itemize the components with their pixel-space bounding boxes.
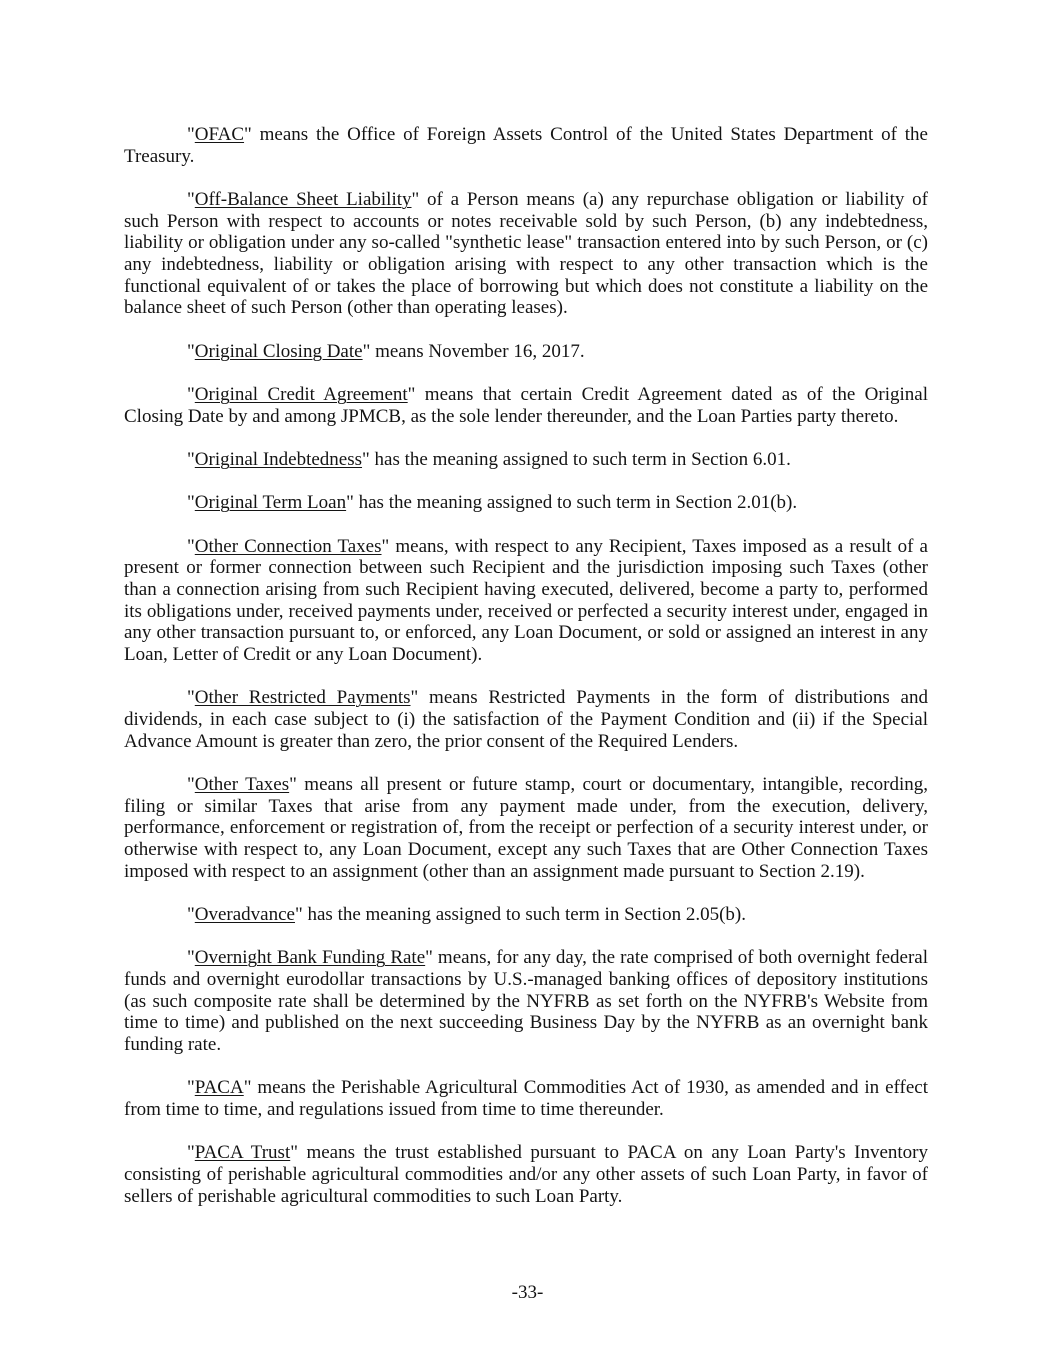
definition-original-credit-agreement	[124, 384, 928, 427]
definition-text: " has the meaning assigned to such term in Section 2.05(b).	[294, 904, 746, 926]
defined-term: Off-Balance Sheet Liability	[194, 189, 412, 210]
definitions-section	[124, 124, 928, 1229]
definition-original-term-loan	[124, 492, 928, 514]
open-quote: "	[187, 189, 195, 210]
definition-text: " means, with respect to any Recipient, Taxes imposed as a result of a present or former connection between such Recipient and the jurisdiction imposing such Taxes (other than a connection arising from such Recipient having executed, delivered, become a party to, performed its obligations under, received payments under, received or perfected a security interest under, engaged in any other transaction pursuant to, or enforced, any Loan Document, or sold or assigned an interest in any Loan, Letter of Credit or any Loan Document).	[124, 535, 928, 666]
definition-text: " means all present or future stamp, court or documentary, intangible, recording, filing or similar Taxes that arise from any payment made under, from the execution, delivery, performance, enforcement or registration of, from the receipt or perfection of a security interest under, or otherwise with respect to, any Loan Document, except any such Taxes that are Other Connection Taxes imposed with respect to an assignment (other than an assignment made pursuant to Section 2.19).	[124, 774, 928, 882]
definition-text: " has the meaning assigned to such term in Section 6.01.	[362, 449, 791, 471]
definition-off-balance-sheet-liability	[124, 189, 928, 319]
defined-term: Other Taxes	[194, 774, 290, 796]
definition-text: " means the Office of Foreign Assets Control of the United States Department of the Treasury.	[124, 124, 928, 167]
definition-original-closing-date	[124, 341, 928, 363]
defined-term: Overadvance	[194, 904, 295, 926]
defined-term: OFAC	[194, 124, 245, 145]
definition-paca	[124, 1077, 928, 1120]
open-quote: "	[187, 340, 195, 362]
open-quote: "	[187, 1077, 195, 1099]
open-quote: "	[187, 124, 195, 145]
defined-term: Other Restricted Payments	[194, 687, 411, 709]
open-quote: "	[187, 535, 195, 557]
defined-term: Original Credit Agreement	[194, 384, 408, 406]
definition-other-restricted-payments	[124, 687, 928, 752]
defined-term: Overnight Bank Funding Rate	[194, 947, 426, 969]
definition-text: " means the trust established pursuant to PACA on any Loan Party's Inventory consisting of perishable agricultural commodities and/or any other assets of such Loan Party, in favor of sellers of perishable agricultural commodities to such Loan Party.	[124, 1142, 929, 1207]
definition-text: " means November 16, 2017.	[362, 340, 585, 362]
definition-original-indebtedness	[124, 449, 928, 471]
definition-overadvance	[124, 904, 928, 926]
open-quote: "	[187, 1142, 195, 1164]
definition-text: " of a Person means (a) any repurchase obligation or liability of such Person with respect to accounts or notes receivable sold by such Person, (b) any indebtedness, liability or obligation under any so-called "synthetic lease" transaction entered into by such Person, or (c) any indebtedness, liability or obligation arising with respect to any other transaction which is the functional equivalent of or takes the place of borrowing but which does not constitute a liability on the balance sheet of such Person (other than operating leases).	[124, 189, 928, 319]
definition-paca-trust	[124, 1142, 928, 1207]
page-number: -33-	[511, 1282, 544, 1303]
definition-other-connection-taxes	[124, 536, 928, 666]
definition-text: " means the Perishable Agricultural Commodities Act of 1930, as amended and in effect from time to time, and regulations issued from time to time thereunder.	[124, 1077, 928, 1121]
open-quote: "	[187, 774, 195, 796]
defined-term: Original Term Loan	[194, 492, 347, 514]
open-quote: "	[187, 687, 195, 709]
definition-text: " means, for any day, the rate comprised of both overnight federal funds and overnight eurodollar transactions by U.S.-managed banking offices of depository institutions (as such composite rate shall be determined by the NYFRB as set forth on the NYFRB's Website from time to time) and published on the next succeeding Business Day by the NYFRB as an overnight bank funding rate.	[124, 947, 928, 1056]
open-quote: "	[187, 492, 195, 514]
defined-term: PACA	[194, 1077, 244, 1099]
defined-term: Original Indebtedness	[194, 449, 363, 471]
definition-text: " means that certain Credit Agreement dated as of the Original Closing Date by and among JPMCB, as the sole lender thereunder, and the Loan Parties party thereto.	[124, 384, 928, 427]
definition-overnight-bank-funding-rate	[124, 947, 928, 1055]
open-quote: "	[187, 384, 195, 406]
definition-text: " means Restricted Payments in the form of distributions and dividends, in each case subject to (i) the satisfaction of the Payment Condition and (ii) if the Special Advance Amount is greater than zero, the prior consent of the Required Lenders.	[124, 687, 928, 752]
open-quote: "	[187, 904, 195, 926]
defined-term: PACA Trust	[194, 1142, 291, 1164]
defined-term: Original Closing Date	[194, 340, 363, 362]
open-quote: "	[187, 947, 195, 969]
definition-ofac	[124, 124, 928, 167]
defined-term: Other Connection Taxes	[194, 535, 382, 557]
definition-other-taxes	[124, 774, 928, 882]
open-quote: "	[187, 449, 195, 471]
definition-text: " has the meaning assigned to such term in Section 2.01(b).	[346, 492, 798, 514]
